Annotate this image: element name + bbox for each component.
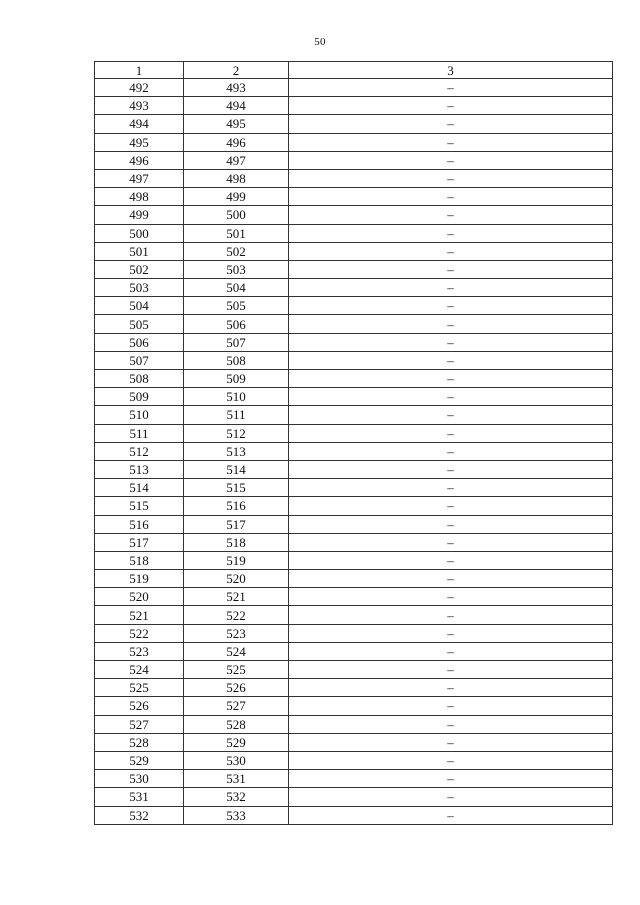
table-body xyxy=(95,79,613,825)
table-cell-col3: – xyxy=(289,733,613,751)
table-cell-col3: – xyxy=(289,679,613,697)
table-cell-col2: 514 xyxy=(184,460,289,478)
table-cell-col2: 525 xyxy=(184,661,289,679)
table-cell-col3: – xyxy=(289,97,613,115)
table-cell-col1: 509 xyxy=(95,388,184,406)
table-cell-col1: 516 xyxy=(95,515,184,533)
table-cell-col2: 496 xyxy=(184,133,289,151)
table-cell-col3: – xyxy=(289,642,613,660)
table-cell-col1: 532 xyxy=(95,806,184,824)
table-row xyxy=(95,533,613,551)
table-cell-col1: 499 xyxy=(95,206,184,224)
table-cell-col1: 517 xyxy=(95,533,184,551)
table-row xyxy=(95,79,613,97)
table-row xyxy=(95,588,613,606)
table-cell-col3: – xyxy=(289,624,613,642)
table-cell-col3: – xyxy=(289,297,613,315)
table-cell-col2: 530 xyxy=(184,751,289,769)
table-row xyxy=(95,479,613,497)
table-cell-col3: – xyxy=(289,479,613,497)
table-cell-col3: – xyxy=(289,224,613,242)
table-cell-col2: 524 xyxy=(184,642,289,660)
table-cell-col1: 524 xyxy=(95,661,184,679)
table-cell-col3: – xyxy=(289,351,613,369)
table-cell-col3: – xyxy=(289,515,613,533)
table-cell-col1: 503 xyxy=(95,279,184,297)
table-cell-col2: 512 xyxy=(184,424,289,442)
table-row xyxy=(95,770,613,788)
table-cell-col2: 520 xyxy=(184,570,289,588)
table-cell-col2: 507 xyxy=(184,333,289,351)
table-row xyxy=(95,624,613,642)
table-cell-col2: 526 xyxy=(184,679,289,697)
table-row xyxy=(95,133,613,151)
table-cell-col1: 495 xyxy=(95,133,184,151)
table-cell-col2: 493 xyxy=(184,79,289,97)
table-cell-col3: – xyxy=(289,388,613,406)
table-row xyxy=(95,715,613,733)
table-cell-col3: – xyxy=(289,424,613,442)
table-row xyxy=(95,188,613,206)
table-cell-col2: 516 xyxy=(184,497,289,515)
table-row xyxy=(95,751,613,769)
table-cell-col1: 508 xyxy=(95,370,184,388)
table-cell-col3: – xyxy=(289,588,613,606)
table-header-row xyxy=(95,62,613,79)
table-cell-col3: – xyxy=(289,661,613,679)
table-row xyxy=(95,606,613,624)
table-cell-col2: 499 xyxy=(184,188,289,206)
table-cell-col2: 519 xyxy=(184,551,289,569)
table-row xyxy=(95,206,613,224)
table-cell-col1: 512 xyxy=(95,442,184,460)
table-row xyxy=(95,260,613,278)
table-cell-col1: 513 xyxy=(95,460,184,478)
table-cell-col2: 494 xyxy=(184,97,289,115)
table-row xyxy=(95,570,613,588)
table-row xyxy=(95,497,613,515)
table-cell-col2: 495 xyxy=(184,115,289,133)
table-cell-col3: – xyxy=(289,279,613,297)
table-cell-col2: 509 xyxy=(184,370,289,388)
table-cell-col2: 528 xyxy=(184,715,289,733)
table-cell-col1: 497 xyxy=(95,169,184,187)
table-cell-col2: 522 xyxy=(184,606,289,624)
table-cell-col1: 494 xyxy=(95,115,184,133)
table-cell-col2: 501 xyxy=(184,224,289,242)
table-cell-col2: 505 xyxy=(184,297,289,315)
table-row xyxy=(95,115,613,133)
table-row xyxy=(95,297,613,315)
table-cell-col3: – xyxy=(289,697,613,715)
table-cell-col2: 531 xyxy=(184,770,289,788)
table-cell-col3: – xyxy=(289,533,613,551)
table-row xyxy=(95,679,613,697)
table-cell-col2: 529 xyxy=(184,733,289,751)
table-cell-col1: 520 xyxy=(95,588,184,606)
table-cell-col1: 530 xyxy=(95,770,184,788)
table-cell-col2: 508 xyxy=(184,351,289,369)
table-cell-col3: – xyxy=(289,115,613,133)
table-cell-col1: 500 xyxy=(95,224,184,242)
table-cell-col2: 515 xyxy=(184,479,289,497)
table-cell-col3: – xyxy=(289,206,613,224)
table-cell-col3: – xyxy=(289,169,613,187)
table-cell-col1: 492 xyxy=(95,79,184,97)
table-row xyxy=(95,733,613,751)
table-cell-col3: – xyxy=(289,770,613,788)
table-cell-col2: 504 xyxy=(184,279,289,297)
table-cell-col2: 510 xyxy=(184,388,289,406)
table-cell-col2: 532 xyxy=(184,788,289,806)
table-row xyxy=(95,424,613,442)
table-row xyxy=(95,442,613,460)
table-cell-col1: 523 xyxy=(95,642,184,660)
table-cell-col3: – xyxy=(289,406,613,424)
table-cell-col1: 496 xyxy=(95,151,184,169)
table-cell-col1: 528 xyxy=(95,733,184,751)
table-cell-col2: 506 xyxy=(184,315,289,333)
table-cell-col3: – xyxy=(289,460,613,478)
table-cell-col1: 525 xyxy=(95,679,184,697)
table-cell-col3: – xyxy=(289,751,613,769)
column-header-2: 2 xyxy=(184,62,289,79)
table-row xyxy=(95,406,613,424)
table-cell-col3: – xyxy=(289,133,613,151)
table-cell-col2: 533 xyxy=(184,806,289,824)
table-cell-col2: 503 xyxy=(184,260,289,278)
table-cell-col1: 505 xyxy=(95,315,184,333)
table-row xyxy=(95,370,613,388)
table-cell-col2: 527 xyxy=(184,697,289,715)
table-cell-col1: 502 xyxy=(95,260,184,278)
table-cell-col1: 507 xyxy=(95,351,184,369)
table-cell-col3: – xyxy=(289,260,613,278)
table-row xyxy=(95,151,613,169)
table-cell-col1: 531 xyxy=(95,788,184,806)
table-cell-col1: 527 xyxy=(95,715,184,733)
table-cell-col2: 518 xyxy=(184,533,289,551)
table-row xyxy=(95,169,613,187)
table-row xyxy=(95,661,613,679)
table-row xyxy=(95,97,613,115)
table-cell-col1: 526 xyxy=(95,697,184,715)
column-header-1: 1 xyxy=(95,62,184,79)
table-row xyxy=(95,515,613,533)
table-row xyxy=(95,242,613,260)
table-row xyxy=(95,351,613,369)
table-cell-col1: 529 xyxy=(95,751,184,769)
table-cell-col3: – xyxy=(289,606,613,624)
page-number: 50 xyxy=(314,36,326,48)
table-cell-col3: – xyxy=(289,188,613,206)
table-cell-col3: – xyxy=(289,151,613,169)
table-cell-col2: 523 xyxy=(184,624,289,642)
table-cell-col3: – xyxy=(289,79,613,97)
column-header-3: 3 xyxy=(289,62,613,79)
table-cell-col3: – xyxy=(289,788,613,806)
table-cell-col3: – xyxy=(289,497,613,515)
table-row xyxy=(95,642,613,660)
table-cell-col2: 517 xyxy=(184,515,289,533)
table-cell-col2: 497 xyxy=(184,151,289,169)
table-cell-col1: 498 xyxy=(95,188,184,206)
table-cell-col1: 493 xyxy=(95,97,184,115)
table-cell-col3: – xyxy=(289,570,613,588)
table-header xyxy=(95,62,613,79)
data-table xyxy=(94,61,613,825)
table-cell-col3: – xyxy=(289,806,613,824)
table-cell-col1: 514 xyxy=(95,479,184,497)
table-row xyxy=(95,551,613,569)
table-row xyxy=(95,388,613,406)
table-cell-col1: 501 xyxy=(95,242,184,260)
table-cell-col2: 500 xyxy=(184,206,289,224)
table-cell-col3: – xyxy=(289,315,613,333)
table-cell-col3: – xyxy=(289,551,613,569)
table-cell-col2: 521 xyxy=(184,588,289,606)
table-row xyxy=(95,460,613,478)
table-cell-col2: 511 xyxy=(184,406,289,424)
table-row xyxy=(95,333,613,351)
table-row xyxy=(95,315,613,333)
table-row xyxy=(95,279,613,297)
table-cell-col1: 515 xyxy=(95,497,184,515)
table-cell-col1: 511 xyxy=(95,424,184,442)
table-cell-col2: 502 xyxy=(184,242,289,260)
table-cell-col1: 510 xyxy=(95,406,184,424)
table-row xyxy=(95,224,613,242)
table-cell-col1: 518 xyxy=(95,551,184,569)
table-cell-col2: 513 xyxy=(184,442,289,460)
table-cell-col3: – xyxy=(289,442,613,460)
table-row xyxy=(95,697,613,715)
table-cell-col3: – xyxy=(289,333,613,351)
table-cell-col1: 504 xyxy=(95,297,184,315)
table-cell-col1: 521 xyxy=(95,606,184,624)
table-cell-col3: – xyxy=(289,242,613,260)
table-cell-col3: – xyxy=(289,370,613,388)
table-row xyxy=(95,806,613,824)
table-cell-col1: 519 xyxy=(95,570,184,588)
table-cell-col1: 522 xyxy=(95,624,184,642)
table-row xyxy=(95,788,613,806)
table-cell-col1: 506 xyxy=(95,333,184,351)
table-cell-col2: 498 xyxy=(184,169,289,187)
table-cell-col3: – xyxy=(289,715,613,733)
